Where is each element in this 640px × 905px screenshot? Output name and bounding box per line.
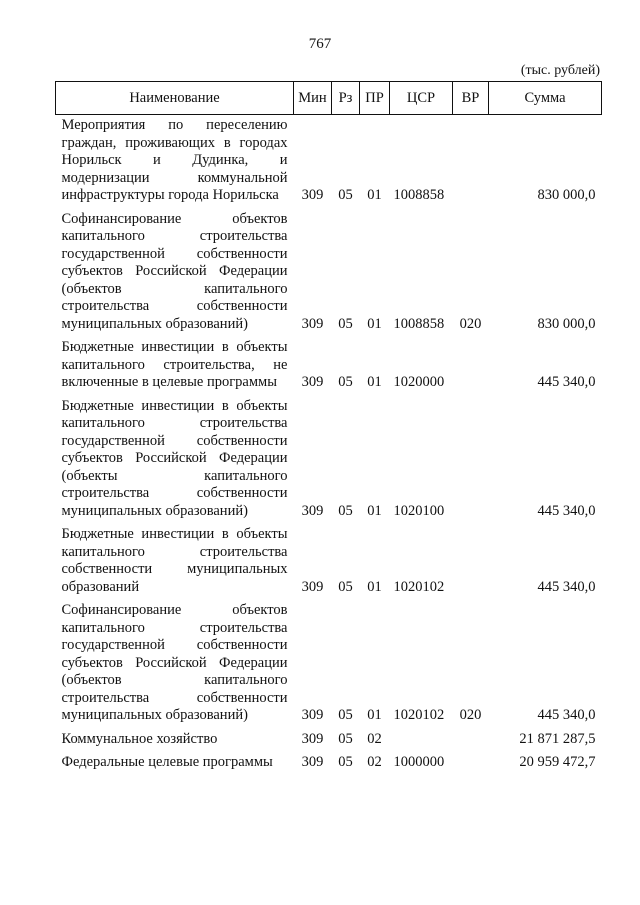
cell-csr: 1020100 — [393, 502, 445, 519]
header-name: Наименование — [56, 82, 294, 115]
cell-pr: 02 — [367, 730, 382, 747]
cell-vr — [453, 520, 489, 596]
cell-name: Федеральные целевые программы — [61, 754, 273, 770]
header-csr: ЦСР — [390, 82, 453, 115]
table-row — [56, 115, 602, 205]
cell-rz: 05 — [338, 374, 353, 390]
cell-rz: 05 — [338, 730, 353, 747]
cell-rz: 05 — [338, 707, 353, 723]
cell-pr: 01 — [367, 374, 382, 390]
cell-sum: 445 340,0 — [537, 707, 596, 723]
cell-vr — [453, 392, 489, 521]
cell-vr — [453, 333, 489, 392]
cell-sum: 21 871 287,5 — [519, 730, 596, 747]
cell-name: Бюджетные инвестиции в объекты капитального строительства, не включенные в целевые программы — [61, 339, 288, 390]
cell-csr — [390, 725, 453, 749]
cell-vr — [453, 748, 489, 772]
header-rz: Рз — [332, 82, 360, 115]
table-row — [56, 520, 602, 596]
cell-sum: 830 000,0 — [537, 315, 596, 332]
cell-rz: 05 — [338, 187, 353, 203]
cell-min: 309 — [301, 374, 324, 390]
table-row — [56, 392, 602, 521]
units-label: (тыс. рублей) — [520, 63, 600, 78]
cell-pr: 01 — [367, 315, 382, 332]
cell-name: Бюджетные инвестиции в объекты капитального строительства государственной собственности субъектов Российской Федерации (объекты капитального строительства собственности муниципальных образований) — [61, 397, 288, 519]
cell-csr: 1020102 — [393, 578, 445, 595]
cell-csr: 1020000 — [393, 374, 445, 390]
cell-sum: 20 959 472,7 — [519, 754, 596, 770]
cell-csr: 1008858 — [393, 187, 445, 203]
cell-pr: 01 — [367, 187, 382, 203]
cell-vr: 020 — [459, 707, 482, 723]
cell-pr: 01 — [367, 502, 382, 519]
cell-sum: 445 340,0 — [537, 374, 596, 390]
cell-rz: 05 — [338, 754, 353, 770]
cell-vr — [453, 115, 489, 205]
cell-name: Мероприятия по переселению граждан, проживающих в городах Норильск и Дудинка, и модернизации коммунальной инфраструктуры города Норильска — [61, 117, 288, 203]
cell-vr — [453, 725, 489, 749]
table-body — [56, 115, 602, 772]
cell-min: 309 — [301, 578, 324, 595]
cell-sum: 830 000,0 — [537, 187, 596, 203]
cell-min: 309 — [301, 502, 324, 519]
cell-rz: 05 — [338, 502, 353, 519]
cell-name: Софинансирование объектов капитального строительства государственной собственности субъектов Российской Федерации (объектов капитального строительства собственности муниципальных образований) — [61, 602, 288, 723]
header-vr: ВР — [453, 82, 489, 115]
table-row — [56, 596, 602, 725]
cell-name: Софинансирование объектов капитального строительства государственной собственности субъектов Российской Федерации (объектов капитального строительства собственности муниципальных образований) — [61, 210, 288, 332]
header-sum: Сумма — [489, 82, 602, 115]
cell-min: 309 — [301, 754, 324, 770]
page-number: 767 — [308, 36, 332, 52]
table-row — [56, 205, 602, 334]
cell-min: 309 — [301, 315, 324, 332]
cell-pr: 01 — [367, 707, 382, 723]
table-row — [56, 333, 602, 392]
table-header — [56, 82, 602, 115]
cell-min: 309 — [301, 187, 324, 203]
cell-min: 309 — [301, 730, 324, 747]
cell-min: 309 — [301, 707, 324, 723]
budget-table — [55, 81, 602, 772]
table-row — [56, 725, 602, 749]
cell-rz: 05 — [338, 315, 353, 332]
cell-csr: 1020102 — [393, 707, 445, 723]
cell-sum: 445 340,0 — [537, 502, 596, 519]
cell-csr: 1000000 — [393, 754, 445, 770]
table-row — [56, 748, 602, 772]
cell-name: Бюджетные инвестиции в объекты капитального строительства собственности муниципальных образований — [61, 526, 288, 595]
header-pr: ПР — [360, 82, 390, 115]
cell-pr: 02 — [367, 754, 382, 770]
cell-csr: 1008858 — [393, 315, 445, 332]
cell-name: Коммунальное хозяйство — [61, 730, 218, 747]
header-min: Мин — [294, 82, 332, 115]
cell-vr: 020 — [459, 315, 482, 332]
cell-pr: 01 — [367, 578, 382, 595]
cell-rz: 05 — [338, 578, 353, 595]
cell-sum: 445 340,0 — [537, 578, 596, 595]
